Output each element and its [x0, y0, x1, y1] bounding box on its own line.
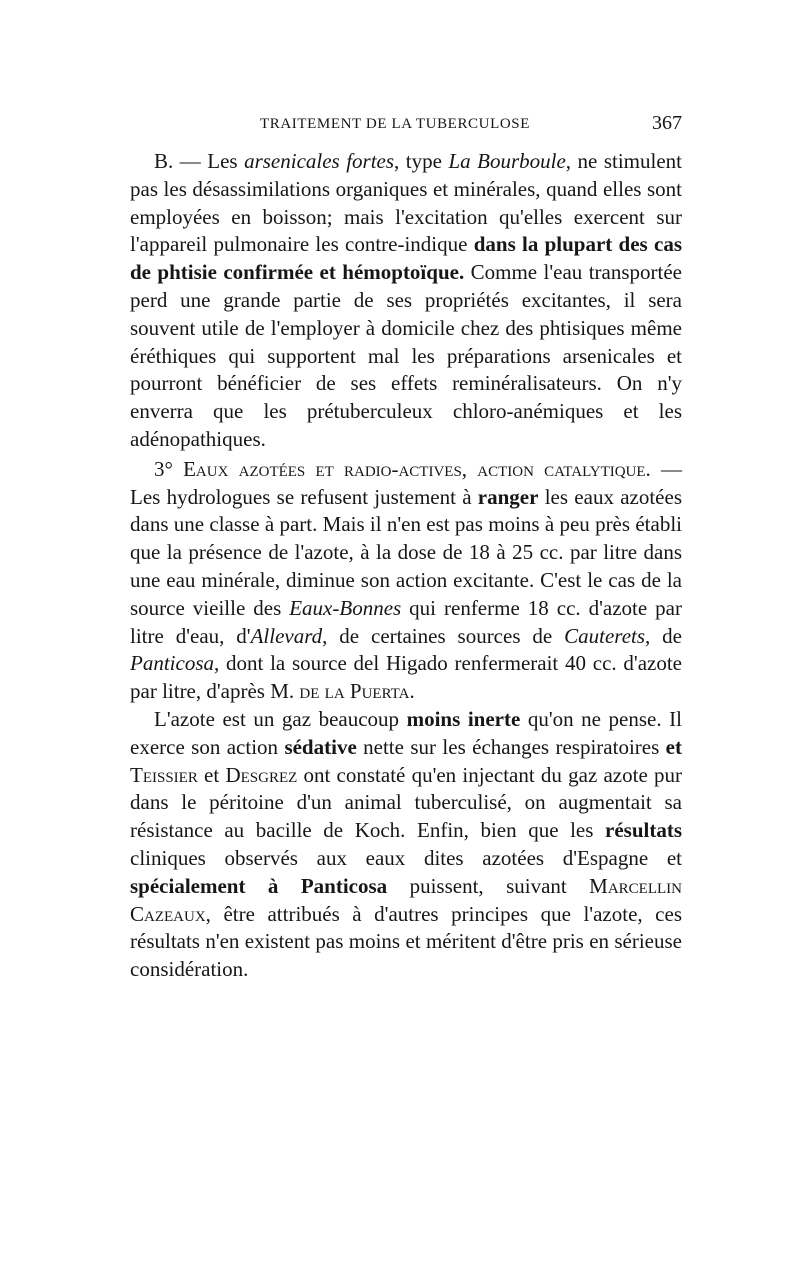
section-heading: 3° Eaux azotées et radio-actives, action catalytique.: [154, 456, 651, 481]
running-title: TRAITEMENT DE LA TUBERCULOSE: [260, 116, 530, 132]
page-body: [130, 148, 682, 984]
paragraph-arsenicales: B. — Les arsenicales fortes, type La Bourboule, ne stimulent pas les désassimilations organiques et minérales, quand elles sont employées en boisson; mais l'excitation qu'elles exercent sur l'appareil pulmonaire les contre-indique dans la plupart des cas de phtisie confirmée et hémoptoïque. Comme l'eau transportée perd une grande partie de ses propriétés excitantes, il sera souvent utile de l'employer à domicile chez des phtisiques même éréthiques qui supportent mal les préparations arsenicales et pourront bénéficier de ses effets reminéralisateurs. On n'y enverra que les prétuberculeux chloro-anémiques et les adénopathiques.: [130, 149, 683, 451]
page-number: 367: [652, 112, 682, 134]
paragraph-eaux-azotees: 3° Eaux azotées et radio-actives, action catalytique. — Les hydrologues se refusent justement à ranger les eaux azotées dans une classe à part. Mais il n'en est pas moins à peu près établi que la présence de l'azote, à la dose de 18 à 25 cc. par litre dans une eau minérale, diminue son action excitante. C'est le cas de la source vieille des Eaux-Bonnes qui renferme 18 cc. d'azote par litre d'eau, d'Allevard, de certaines sources de Cauterets, de Panticosa, dont la source del Higado renfermerait 40 cc. d'azote par litre, d'après M. de la Puerta.: [130, 456, 683, 704]
page-header: [130, 112, 682, 140]
paragraph-azote: L'azote est un gaz beaucoup moins inerte qu'on ne pense. Il exerce son action sédative nette sur les échanges respiratoires et Teissier et Desgrez ont constaté qu'en injectant du gaz azote pur dans le péritoine d'un animal tuberculisé, on augmentait sa résistance au bacille de Koch. Enfin, bien que les résultats cliniques observés aux eaux dites azotées d'Espagne et spécialement à Panticosa puissent, suivant Marcellin Cazeaux, être attribués à d'autres principes que l'azote, ces résultats n'en existent pas moins et méritent d'être pris en sérieuse considération.: [130, 706, 682, 982]
